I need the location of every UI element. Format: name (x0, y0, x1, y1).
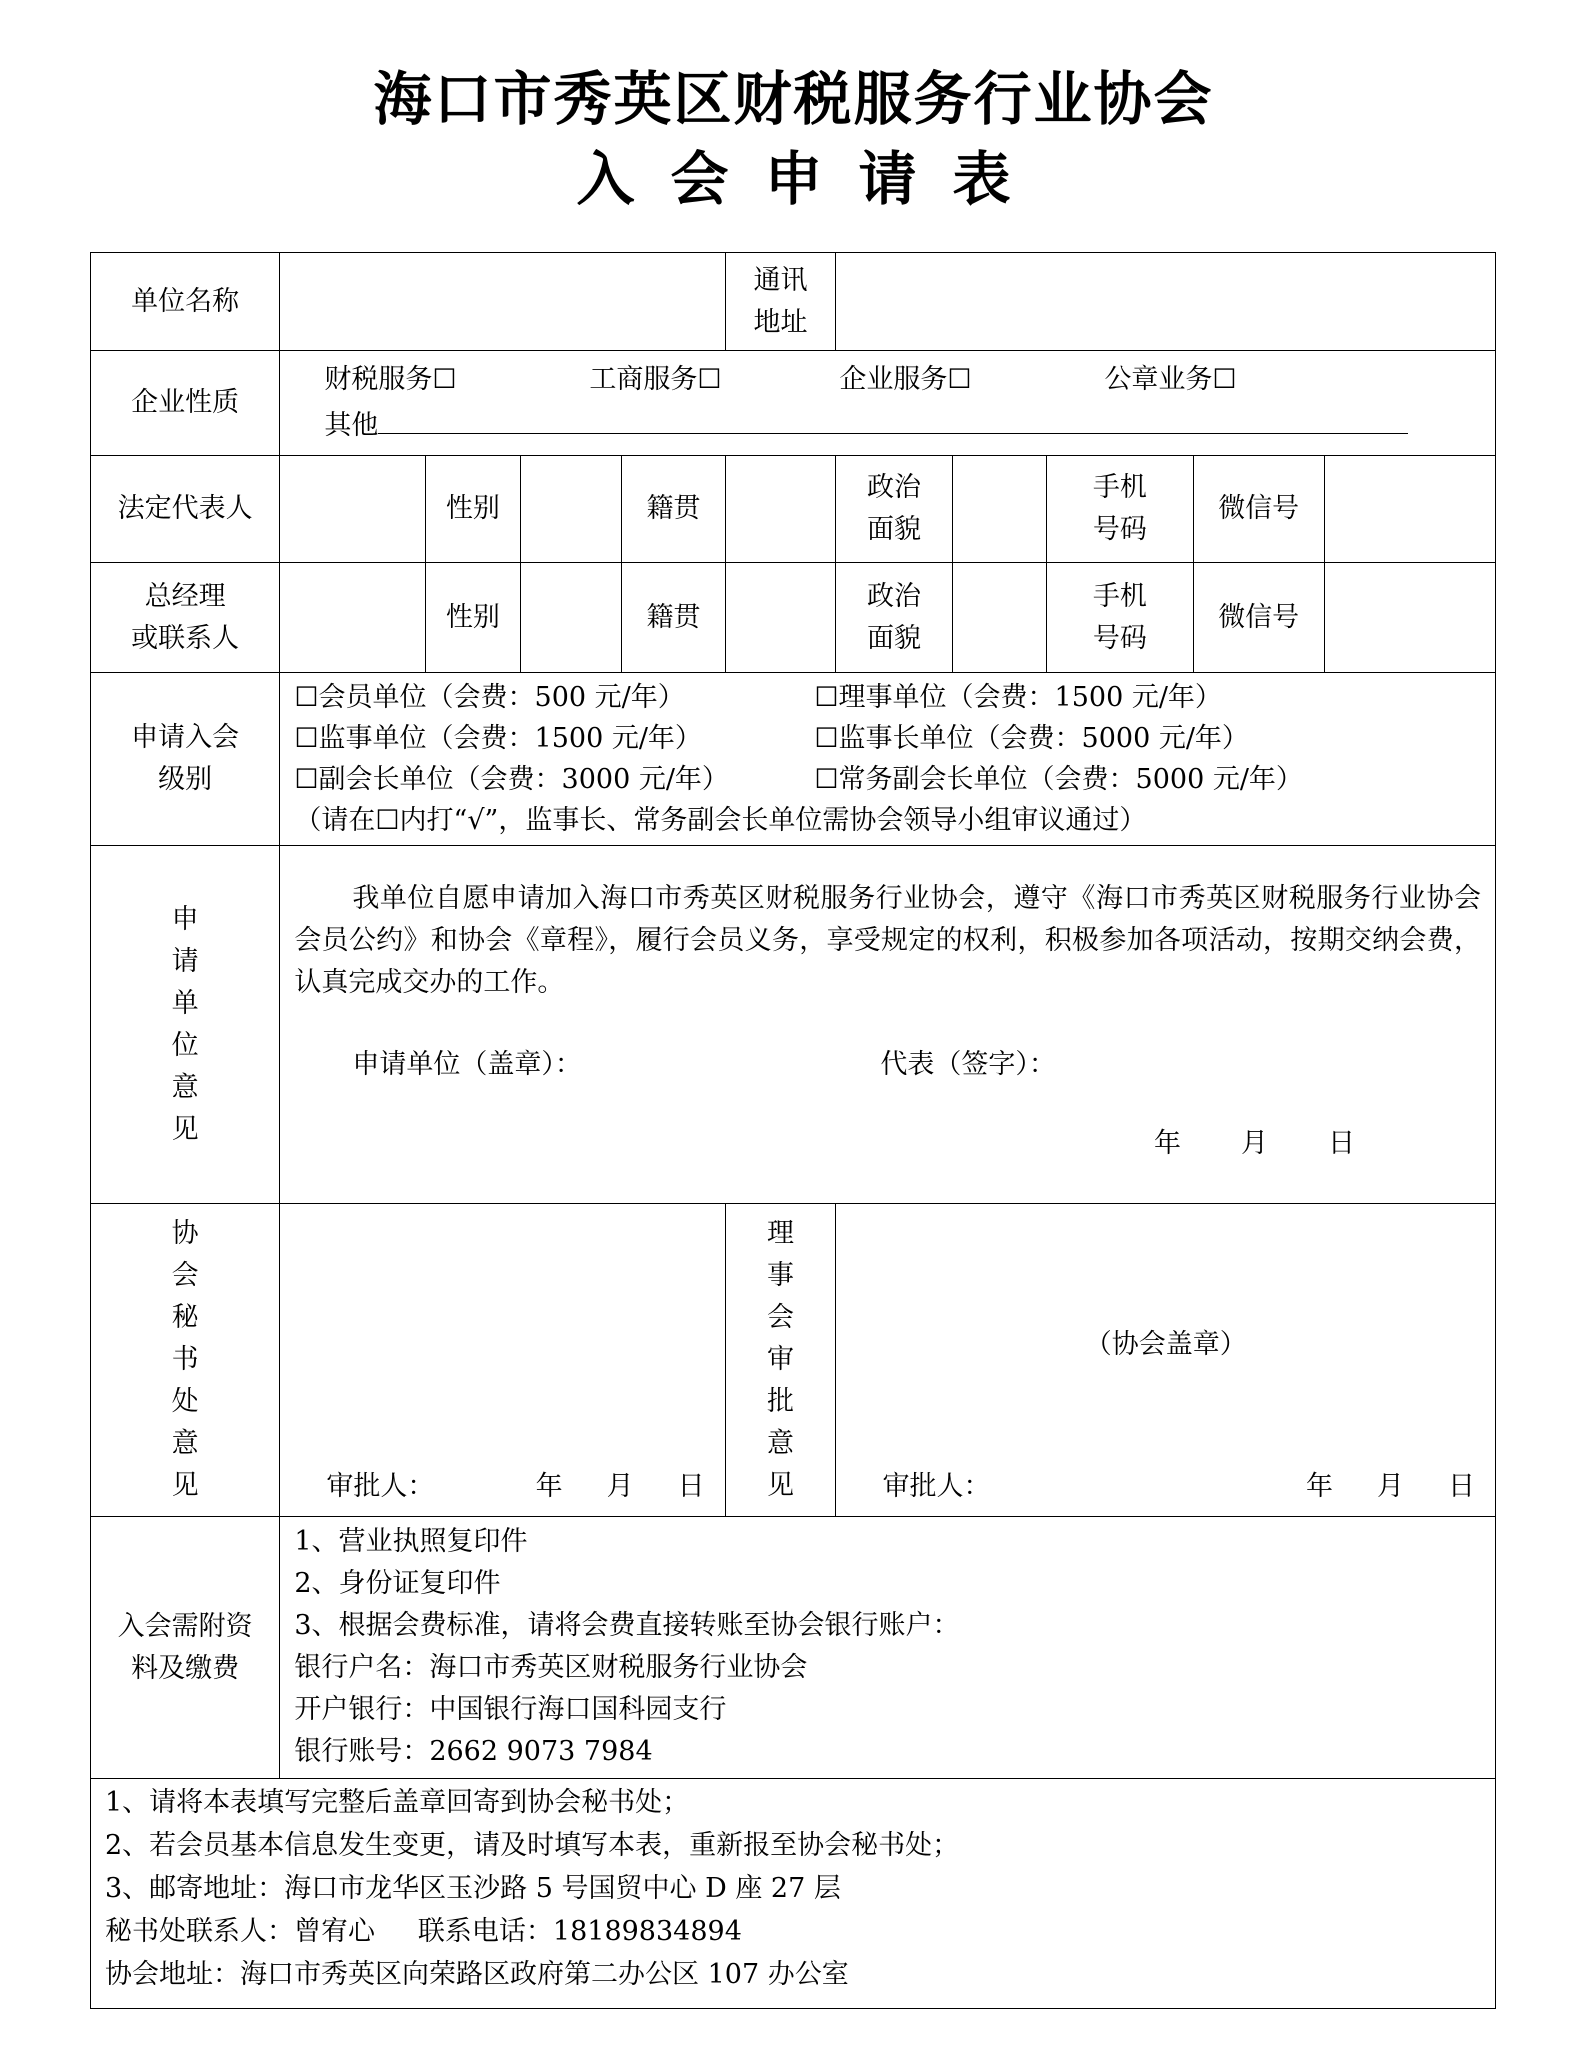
association-address: 协会地址：海口市秀英区向荣路区政府第二办公区 107 办公室 (105, 1959, 849, 1990)
level-council[interactable]: ☐理事单位（会费：1500 元/年） (814, 682, 1222, 713)
row-approvals (91, 1204, 1496, 1517)
option-enterprise-services[interactable]: 企业服务☐ (839, 364, 972, 395)
attachment-item: 3、根据会费标准，请将会费直接转账至协会银行账户： (294, 1610, 960, 1641)
enterprise-nature-options (280, 351, 1496, 456)
option-business-services[interactable]: 工商服务☐ (589, 364, 722, 395)
council-approver-label: 审批人： (882, 1471, 991, 1502)
level-executive-vice-president[interactable]: ☐常务副会长单位（会费：5000 元/年） (814, 764, 1303, 795)
mailing-address: 3、邮寄地址：海口市龙华区玉沙路 5 号国贸中心 D 座 27 层 (105, 1873, 841, 1904)
applicant-date: 年 月 日 (1154, 1128, 1355, 1159)
manager-name-field[interactable] (280, 563, 425, 673)
bank-name: 开户银行：中国银行海口国科园支行 (294, 1694, 727, 1725)
form-subtitle: 入会申请表 (576, 145, 1047, 213)
legal-rep-name-field[interactable] (280, 456, 425, 563)
secretariat-opinion-label: 协 会 秘 书 处 意 见 (91, 1204, 280, 1517)
notes-body (91, 1779, 1496, 2009)
level-chief-supervisor[interactable]: ☐监事长单位（会费：5000 元/年） (814, 723, 1249, 754)
note-item: 1、请将本表填写完整后盖章回寄到协会秘书处； (105, 1787, 690, 1818)
secretariat-approver-label: 审批人： (326, 1471, 435, 1502)
membership-level-label: 申请入会 级别 (91, 673, 280, 846)
wechat-label: 微信号 (1193, 563, 1324, 673)
gender-field[interactable] (521, 456, 622, 563)
origin-field[interactable] (725, 456, 836, 563)
politics-field[interactable] (952, 563, 1047, 673)
option-other-field[interactable] (378, 401, 1408, 434)
gender-label: 性别 (425, 456, 521, 563)
row-membership-level (91, 673, 1496, 846)
representative-signature-label: 代表（签字）： (880, 1049, 1056, 1080)
bank-account-number: 银行账号：2662 9073 7984 (294, 1736, 653, 1767)
origin-label: 籍贯 (622, 456, 725, 563)
level-supervisor[interactable]: ☐监事单位（会费：1500 元/年） (294, 723, 702, 754)
gender-field[interactable] (521, 563, 622, 673)
row-enterprise-nature (91, 351, 1496, 456)
membership-level-note: （请在☐内打“√”，监事长、常务副会长单位需协会领导小组审议通过） (294, 805, 1147, 836)
form-title: 海口市秀英区财税服务行业协会 (373, 65, 1214, 133)
address-label: 通讯 地址 (725, 253, 836, 351)
secretariat-contact: 秘书处联系人：曾宥心 联系电话：18189834894 (105, 1916, 742, 1947)
secretariat-opinion-field[interactable] (280, 1204, 725, 1517)
bank-account-name: 银行户名：海口市秀英区财税服务行业协会 (294, 1652, 808, 1683)
attachments-label: 入会需附资 料及缴费 (91, 1517, 280, 1779)
row-attachments (91, 1517, 1496, 1779)
applicant-opinion-label: 申 请 单 位 意 见 (91, 846, 280, 1204)
politics-label: 政治 面貌 (836, 456, 952, 563)
attachment-item: 2、身份证复印件 (294, 1568, 501, 1599)
applicant-seal-label: 申请单位（盖章）： (352, 1049, 582, 1080)
manager-label: 总经理 或联系人 (91, 563, 280, 673)
wechat-field[interactable] (1324, 456, 1495, 563)
association-seal-label: （协会盖章） (1084, 1329, 1247, 1360)
politics-label: 政治 面貌 (836, 563, 952, 673)
applicant-statement: 我单位自愿申请加入海口市秀英区财税服务行业协会，遵守《海口市秀英区财税服务行业协会会员公约》和协会《章程》，履行会员义务，享受规定的权利，积极参加各项活动，按期交纳会费，认真完成交办的工作。 (294, 883, 1481, 998)
application-form-table (90, 252, 1496, 2009)
row-applicant-opinion (91, 846, 1496, 1204)
membership-level-options (280, 673, 1496, 846)
row-unit-name (91, 253, 1496, 351)
council-date: 年 月 日 (1306, 1471, 1475, 1502)
phone-label: 手机 号码 (1047, 456, 1193, 563)
politics-field[interactable] (952, 456, 1047, 563)
note-item: 2、若会员基本信息发生变更，请及时填写本表，重新报至协会秘书处； (105, 1830, 960, 1861)
origin-label: 籍贯 (622, 563, 725, 673)
row-notes (91, 1779, 1496, 2009)
legal-rep-label: 法定代表人 (91, 456, 280, 563)
wechat-field[interactable] (1324, 563, 1495, 673)
unit-name-label: 单位名称 (91, 253, 280, 351)
level-member[interactable]: ☐会员单位（会费：500 元/年） (294, 682, 685, 713)
row-general-manager (91, 563, 1496, 673)
wechat-label: 微信号 (1193, 456, 1324, 563)
applicant-opinion-body (280, 846, 1496, 1204)
row-legal-representative (91, 456, 1496, 563)
council-approval-label: 理 事 会 审 批 意 见 (725, 1204, 836, 1517)
option-seal-business[interactable]: 公章业务☐ (1104, 364, 1237, 395)
attachments-body (280, 1517, 1496, 1779)
gender-label: 性别 (425, 563, 521, 673)
secretariat-date: 年 月 日 (535, 1471, 705, 1502)
option-tax-services[interactable]: 财税服务☐ (324, 364, 457, 395)
attachment-item: 1、营业执照复印件 (294, 1526, 528, 1557)
enterprise-nature-label: 企业性质 (91, 351, 280, 456)
council-approval-field[interactable] (836, 1204, 1496, 1517)
unit-name-field[interactable] (280, 253, 725, 351)
phone-label: 手机 号码 (1047, 563, 1193, 673)
option-other-label: 其他 (324, 410, 379, 441)
origin-field[interactable] (725, 563, 836, 673)
address-field[interactable] (836, 253, 1496, 351)
level-vice-president[interactable]: ☐副会长单位（会费：3000 元/年） (294, 764, 729, 795)
